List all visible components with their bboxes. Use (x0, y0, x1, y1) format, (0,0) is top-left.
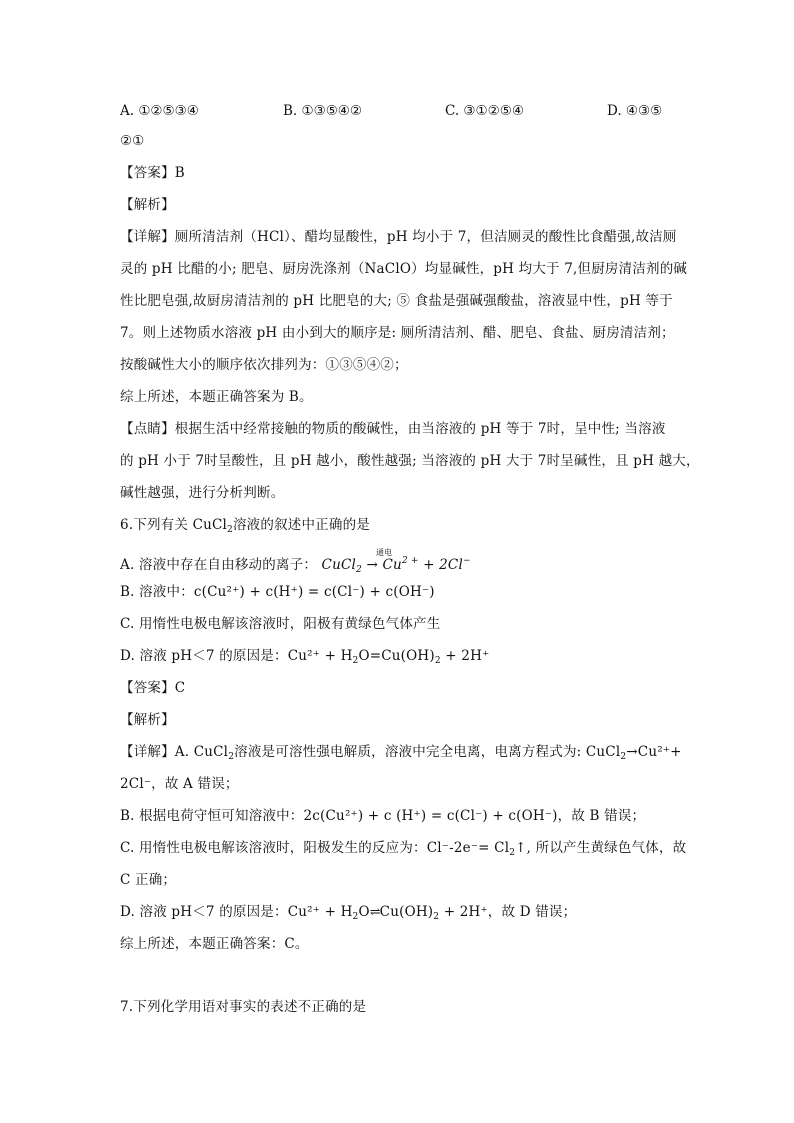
q6-option-a: A. 溶液中存在自由移动的离子： CuCl$_2$ 通电 → $Cu^{2 +} + 2Cl^-$ (120, 548, 471, 575)
option-b: B. ①③⑤④② (283, 103, 363, 119)
q6-analysis-heading: 【解析】 (120, 712, 175, 728)
option-a: A. ①②⑤③④ (120, 103, 199, 119)
q5-comment-line: 碱性越强，进行分析判断。 (120, 485, 285, 501)
q6-option-b: B. 溶液中：c(Cu²⁺) + c(H⁺) = c(Cl⁻) + c(OH⁻) (120, 584, 435, 600)
q5-answer: 【答案】B (120, 165, 185, 181)
q5-comment-line: 的 pH 小于 7时呈酸性，且 pH 越小，酸性越强; 当溶液的 pH 大于 7时呈碱性，且 pH 越大， (120, 453, 700, 469)
q6-answer: 【答案】C (120, 680, 186, 696)
q7-stem: 7.下列化学用语对事实的表述不正确的是 (120, 999, 367, 1015)
q6-detail-a-line2: 2Cl⁻，故 A 错误； (120, 776, 239, 792)
q6-detail-b: B. 根据电荷守恒可知溶液中：2c(Cu²⁺) + c (H⁺) = c(Cl⁻) + c(OH⁻)，故 B 错误； (120, 808, 646, 824)
q5-summary: 综上所述，本题正确答案为 B。 (120, 389, 313, 405)
q6-stem: 6.下列有关 CuCl$_2$溶液的叙述中正确的是 (120, 517, 370, 535)
q5-detail-line: 灵的 pH 比醋的小; 肥皂、厨房洗涤剂（NaClO）均显碱性，pH 均大于 7,但厨房清洁剂的碱 (120, 261, 688, 277)
q5-analysis-heading: 【解析】 (120, 197, 175, 213)
equilibrium-arrow-icon: ⇌ (369, 905, 380, 920)
option-c: C. ③①②⑤④ (445, 103, 524, 119)
q5-detail-line: 【详解】厕所清洁剂（HCl）、醋均显酸性，pH 均小于 7，但洁厕灵的酸性比食醋强,故洁厕 (120, 229, 677, 245)
q6-detail-c-line1: C. 用惰性电极电解该溶液时，阳极发生的反应为：$Cl^--2e^-= Cl_2↑$, 所以产生黄绿色气体，故 (120, 840, 687, 858)
q6-option-c: C. 用惰性电极电解该溶液时，阳极有黄绿色气体产生 (120, 616, 441, 632)
q6-detail-d: D. 溶液 pH＜7 的原因是：$Cu^{2+} + H_2O\rightleftharpoons Cu(OH)_2 + 2H^+$，故 D 错误； (120, 904, 577, 922)
ionization-equation: CuCl$_2$ 通电 → $Cu^{2 +} + 2Cl^-$ (321, 548, 471, 575)
option-d: D. ④③⑤ (607, 103, 663, 119)
q6-summary: 综上所述，本题正确答案：C。 (120, 936, 309, 952)
q6-detail-c-line2: C 正确； (120, 872, 177, 888)
option-d-continued: ②① (120, 133, 145, 149)
q5-detail-line: 7。则上述物质水溶液 pH 由小到大的顺序是: 厕所清洁剂、醋、肥皂、食盐、厨房清洁剂； (120, 325, 675, 341)
q5-detail-line: 性比肥皂强,故厨房清洁剂的 pH 比肥皂的大; ⑤ 食盐是强碱强酸盐，溶液显中性，pH 等于 (120, 293, 673, 309)
q5-detail-line: 按酸碱性大小的顺序依次排列为：①③⑤④②； (120, 357, 408, 373)
q6-option-d: D. 溶液 pH＜7 的原因是：$Cu^{2+} + H_2O=Cu(OH)_2 + 2H^+$ (120, 648, 490, 666)
q6-detail-a-line1: 【详解】A. CuCl$_2$溶液是可溶性强电解质，溶液中完全电离，电离方程式为: CuCl$_2$→Cu²⁺+ (120, 744, 682, 762)
q5-comment-line: 【点睛】根据生活中经常接触的物质的酸碱性，由当溶液的 pH 等于 7时，呈中性; 当溶液 (120, 421, 666, 437)
